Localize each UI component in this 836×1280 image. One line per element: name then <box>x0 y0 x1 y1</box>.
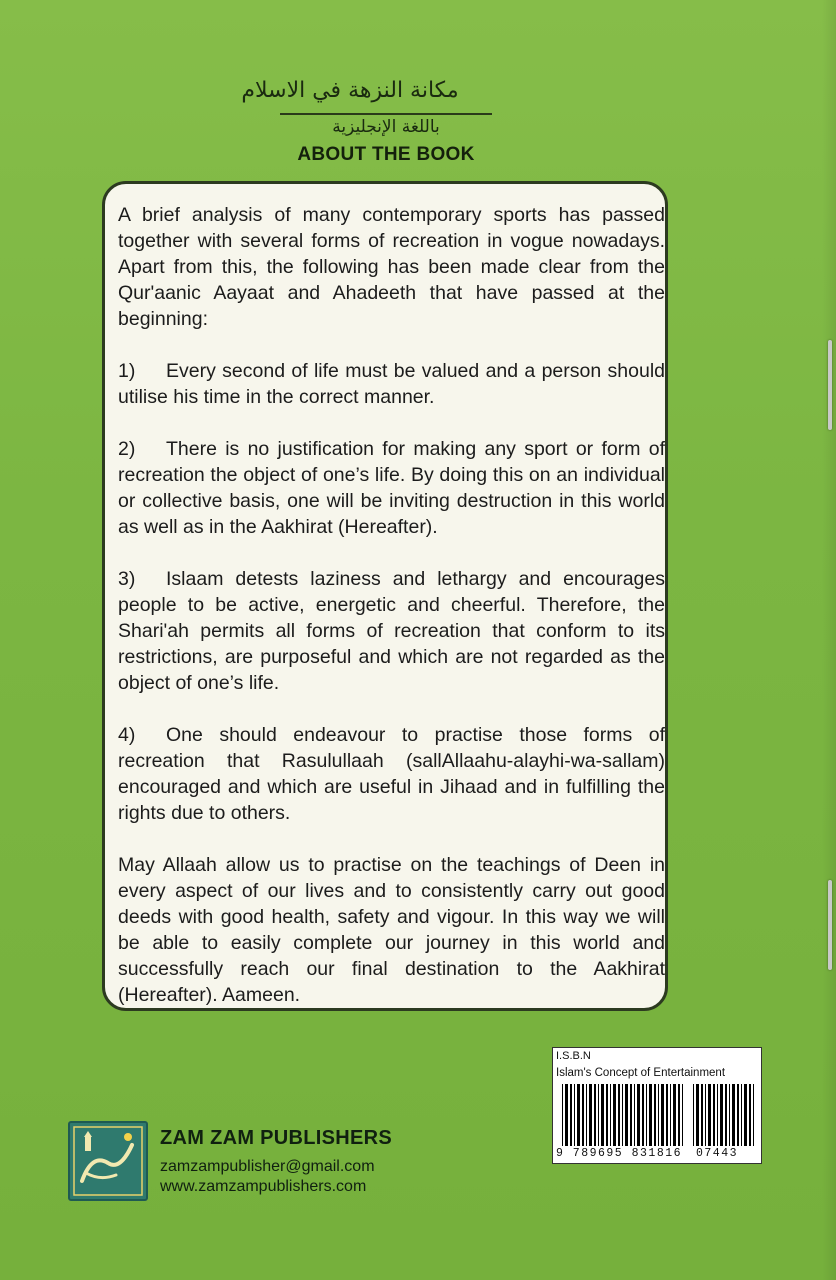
publisher-website: www.zamzampublishers.com <box>160 1178 367 1195</box>
publisher-email: zamzampublisher@gmail.com <box>160 1158 375 1175</box>
barcode-bar <box>582 1084 584 1146</box>
barcode-bar <box>666 1084 668 1146</box>
barcode-bar <box>693 1084 694 1146</box>
arabic-title: مكانة النزهة في الاسلام <box>241 78 459 103</box>
point-text: One should endeavour to practise those forms of recreation that Rasulullaah (sallAllaahu-alayhi-wa-sallam) encouraged and which are useful in Jihaad and in fulfilling the rights due to others. <box>118 724 665 824</box>
point-2 <box>118 436 665 540</box>
barcode-bar <box>725 1084 727 1146</box>
barcode-bar <box>625 1084 628 1146</box>
barcode-bar <box>732 1084 735 1146</box>
barcode-bar <box>670 1084 671 1146</box>
barcode-bar <box>570 1084 572 1146</box>
publisher-name: ZAM ZAM PUBLISHERS <box>160 1127 393 1149</box>
intro-paragraph: A brief analysis of many contemporary sports has passed together with several forms of recreation in vogue nowadays. Apart from this, the following has been made clear from the Qur'aanic Aayaat and Ahadeeth that have passed at the beginning: <box>118 204 665 330</box>
description-text <box>118 202 665 1034</box>
barcode-bar <box>673 1084 676 1146</box>
point-4 <box>118 722 665 826</box>
barcode-bar <box>618 1084 620 1146</box>
barcode-bar <box>574 1084 575 1146</box>
barcode-bar <box>642 1084 644 1146</box>
spine-edge <box>822 0 836 1280</box>
barcode-bar <box>598 1084 599 1146</box>
barcode-bar <box>713 1084 715 1146</box>
barcode-bar <box>678 1084 680 1146</box>
barcode-bar <box>705 1084 706 1146</box>
barcode-bar <box>649 1084 652 1146</box>
isbn-addon-number: 07443 <box>696 1147 739 1160</box>
point-number: 3) <box>118 568 136 590</box>
barcode-bar <box>744 1084 747 1146</box>
barcode-bar <box>601 1084 604 1146</box>
barcode-bar <box>701 1084 703 1146</box>
barcode-bar <box>737 1084 739 1146</box>
barcode-bar <box>634 1084 635 1146</box>
point-number: 4) <box>118 724 136 746</box>
publisher-logo-icon <box>70 1123 146 1199</box>
barcode-bar <box>717 1084 718 1146</box>
barcode-bar <box>610 1084 611 1146</box>
barcode-bar <box>661 1084 664 1146</box>
barcode-bar <box>586 1084 587 1146</box>
barcode-bar <box>696 1084 699 1146</box>
barcode-bar <box>749 1084 751 1146</box>
barcode-bar <box>594 1084 596 1146</box>
barcode-bar <box>741 1084 742 1146</box>
point-3 <box>118 566 665 696</box>
barcode-bar <box>630 1084 632 1146</box>
barcode-bar <box>606 1084 608 1146</box>
point-number: 2) <box>118 438 136 460</box>
isbn-number: 9 789695 831816 <box>556 1147 683 1160</box>
isbn-label: I.S.B.N <box>556 1050 591 1062</box>
barcode-bar <box>577 1084 580 1146</box>
point-1 <box>118 358 665 410</box>
barcode-bar <box>720 1084 723 1146</box>
barcode-bar <box>658 1084 659 1146</box>
barcode-bar <box>753 1084 754 1146</box>
barcode-addon <box>693 1084 755 1146</box>
closing-paragraph: May Allaah allow us to practise on the teachings of Deen in every aspect of our lives and to consistently carry out good deeds with good health, safety and vigour. In this way we will be able to easily complete our journey in this world and successfully reach our final destination to the Aakhirat (Hereafter). Aameen. <box>118 854 665 1006</box>
title-divider <box>280 113 492 115</box>
point-text: Islaam detests laziness and lethargy and encourages people to be active, energetic and cheerful. Therefore, the Shari'ah permits all forms of recreation that conform to its restrictions, are purposeful and which are not regarded as the object of one’s life. <box>118 568 665 694</box>
barcode-bar <box>682 1084 683 1146</box>
barcode-bar <box>708 1084 711 1146</box>
barcode-bar <box>654 1084 656 1146</box>
barcode-bar <box>613 1084 616 1146</box>
publisher-logo <box>68 1121 148 1201</box>
barcode-bar <box>646 1084 647 1146</box>
point-number: 1) <box>118 360 136 382</box>
barcode-bar <box>622 1084 623 1146</box>
staple <box>828 880 832 970</box>
barcode-main <box>562 1084 685 1146</box>
isbn-book-title: Islam's Concept of Entertainment <box>556 1067 726 1079</box>
barcode-bar <box>565 1084 568 1146</box>
about-the-book-heading: ABOUT THE BOOK <box>297 144 475 165</box>
barcode-bar <box>589 1084 592 1146</box>
point-text: Every second of life must be valued and a person should utilise his time in the correct manner. <box>118 360 665 408</box>
point-text: There is no justification for making any sport or form of recreation the object of one’s life. By doing this on an individual or collective basis, one will be inviting destruction in this world as well as in the Aakhirat (Hereafter). <box>118 438 665 538</box>
staple <box>828 340 832 430</box>
arabic-subtitle: باللغة الإنجليزية <box>332 117 440 137</box>
barcode-bar <box>637 1084 640 1146</box>
barcode-bar <box>562 1084 563 1146</box>
barcode-bar <box>729 1084 730 1146</box>
